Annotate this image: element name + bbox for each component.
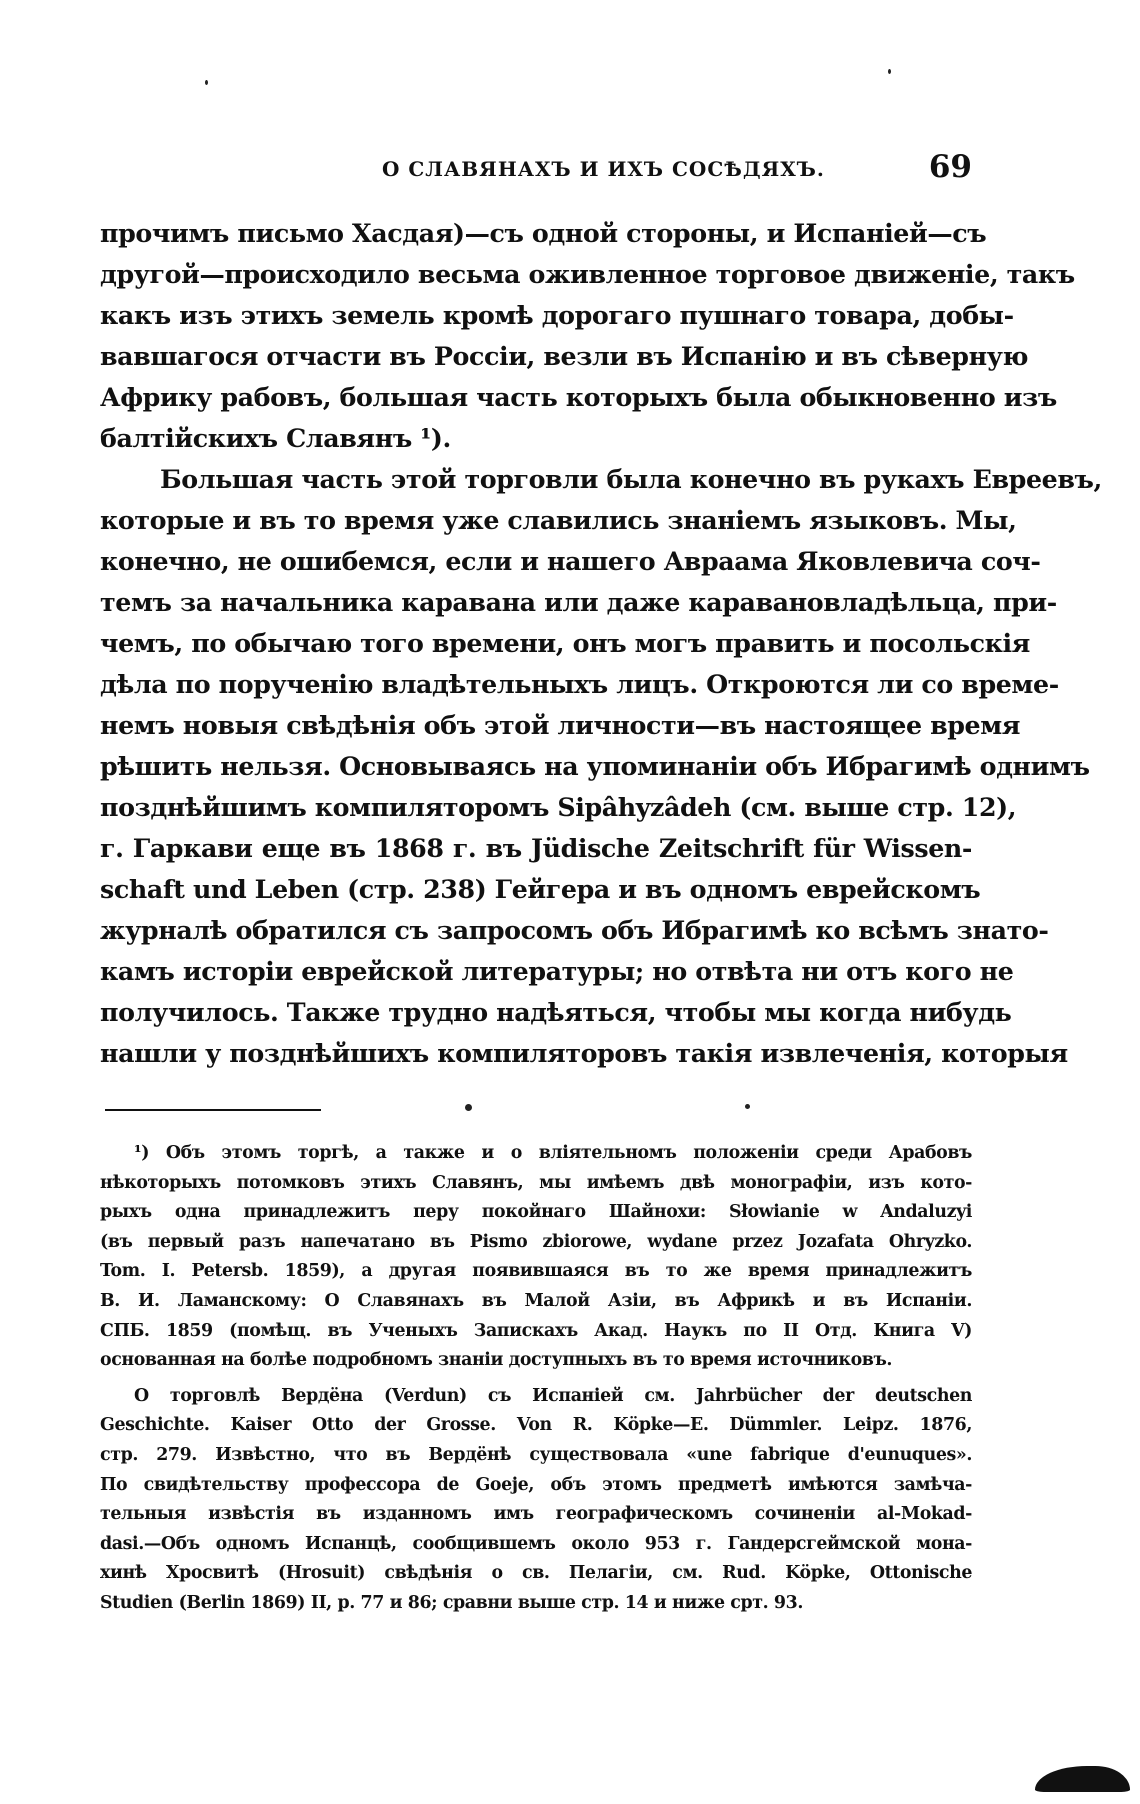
page-number: 69 xyxy=(928,149,972,185)
main-text xyxy=(100,213,1102,1074)
footnote-line: Geschichte. Kaiser Otto der Grosse. Von R. Köpke—E. Dümmler. Leipz. 1876, xyxy=(100,1415,972,1436)
scan-smudge xyxy=(1035,1766,1130,1792)
footnote-line: В. И. Ламанскому: О Славянахъ въ Малой Азіи, въ Африкѣ и въ Испаніи. xyxy=(100,1290,972,1311)
text-line: журналѣ обратился съ запросомъ объ Ибрагимѣ ко всѣмъ знато- xyxy=(100,915,1049,945)
text-line: конечно, не ошибемся, если и нашего Авраама Яковлевича соч- xyxy=(100,546,1041,576)
scan-speck xyxy=(745,1104,750,1109)
footnote-line: (въ первый разъ напечатано въ Pismo zbiorowe, wydane przez Jozafata Ohryzko. xyxy=(100,1231,972,1252)
text-line: г. Гаркави еще въ 1868 г. въ Jüdische Zeitschrift für Wissen- xyxy=(100,833,972,863)
running-title: О СЛАВЯНАХЪ И ИХЪ СОСѢДЯХЪ. xyxy=(382,157,825,181)
text-line: чемъ, по обычаю того времени, онъ могъ править и посольскія xyxy=(100,628,1030,658)
footnote-line: стр. 279. Извѣстно, что въ Вердёнѣ существовала «une fabrique d'eunuques». xyxy=(100,1444,972,1465)
footnote-line: По свидѣтельству профессора de Goeje, объ этомъ предметѣ имѣются замѣча- xyxy=(100,1474,972,1495)
text-line: дѣла по порученію владѣтельныхъ лицъ. Откроются ли со време- xyxy=(100,669,1059,699)
footnote-line: основанная на болѣе подробномъ знаніи доступныхъ въ то время источниковъ. xyxy=(100,1350,893,1371)
text-line: другой—происходило весьма оживленное торговое движеніе, такъ xyxy=(100,259,1075,289)
scan-speck xyxy=(465,1104,472,1111)
footnote-line: Studien (Berlin 1869) II, p. 77 и 86; сравни выше стр. 14 и ниже срт. 93. xyxy=(100,1592,803,1613)
text-line: нашли у позднѣйшихъ компиляторовъ такія извлеченія, которыя xyxy=(100,1038,1068,1068)
text-line: балтійскихъ Славянъ ¹). xyxy=(100,423,451,453)
text-line: позднѣйшимъ компиляторомъ Sipâhyzâdeh (см. выше стр. 12), xyxy=(100,792,1017,822)
footnote-line: тельныя извѣстія въ изданномъ имъ географическомъ сочиненіи al-Mokad- xyxy=(100,1504,972,1525)
footnote-line: нѣкоторыхъ потомковъ этихъ Славянъ, мы имѣемъ двѣ монографіи, изъ кото- xyxy=(100,1172,972,1193)
text-line: получилось. Также трудно надѣяться, чтобы мы когда нибудь xyxy=(100,997,1012,1027)
footnote-separator xyxy=(105,1109,321,1111)
text-line: Африку рабовъ, большая часть которыхъ была обыкновенно изъ xyxy=(100,382,1057,412)
footnote-line: ¹) Объ этомъ торгѣ, а также и о вліятельномъ положеніи среди Арабовъ xyxy=(134,1143,972,1163)
text-line: которые и въ то время уже славились знаніемъ языковъ. Мы, xyxy=(100,505,1017,535)
footnote-line: хинѣ Хросвитѣ (Hrosuit) свѣдѣнія о св. Пелагіи, см. Rud. Köpke, Ottonische xyxy=(100,1563,972,1584)
footnote-line: О торговлѣ Вердёна (Verdun) съ Испаніей см. Jahrbücher der deutschen xyxy=(134,1385,972,1406)
footnotes xyxy=(100,1139,972,1619)
footnote-line: рыхъ одна принадлежитъ перу покойнаго Шайнохи: Słowianie w Andaluzyi xyxy=(100,1202,972,1223)
footnote-line: dasi.—Объ одномъ Испанцѣ, сообщившемъ около 953 г. Гандерсгеймской мона- xyxy=(100,1533,972,1554)
page-header xyxy=(100,149,972,195)
scan-speck xyxy=(888,69,891,74)
footnote-line: СПБ. 1859 (помѣщ. въ Ученыхъ Запискахъ Акад. Наукъ по II Отд. Книга V) xyxy=(100,1320,972,1341)
footnote-line: Tom. I. Petersb. 1859), а другая появившаяся въ то же время принадлежитъ xyxy=(100,1261,972,1282)
text-line: немъ новыя свѣдѣнія объ этой личности—въ настоящее время xyxy=(100,710,1021,740)
text-line: темъ за начальника каравана или даже каравановладѣльца, при- xyxy=(100,587,1057,617)
text-line: какъ изъ этихъ земель кромѣ дорогаго пушнаго товара, добы- xyxy=(100,300,1014,330)
text-line: Большая часть этой торговли была конечно въ рукахъ Евреевъ, xyxy=(160,464,1102,494)
text-line: рѣшить нельзя. Основываясь на упоминаніи объ Ибрагимѣ однимъ xyxy=(100,751,1090,781)
text-line: камъ исторіи еврейской литературы; но отвѣта ни отъ кого не xyxy=(100,956,1014,986)
text-line: вавшагося отчасти въ Россіи, везли въ Испанію и въ сѣверную xyxy=(100,341,1029,371)
text-line: schaft und Leben (стр. 238) Гейгера и въ одномъ еврейскомъ xyxy=(100,874,981,904)
scan-speck xyxy=(205,80,208,85)
text-line: прочимъ письмо Хасдая)—съ одной стороны, и Испаніей—съ xyxy=(100,218,987,248)
